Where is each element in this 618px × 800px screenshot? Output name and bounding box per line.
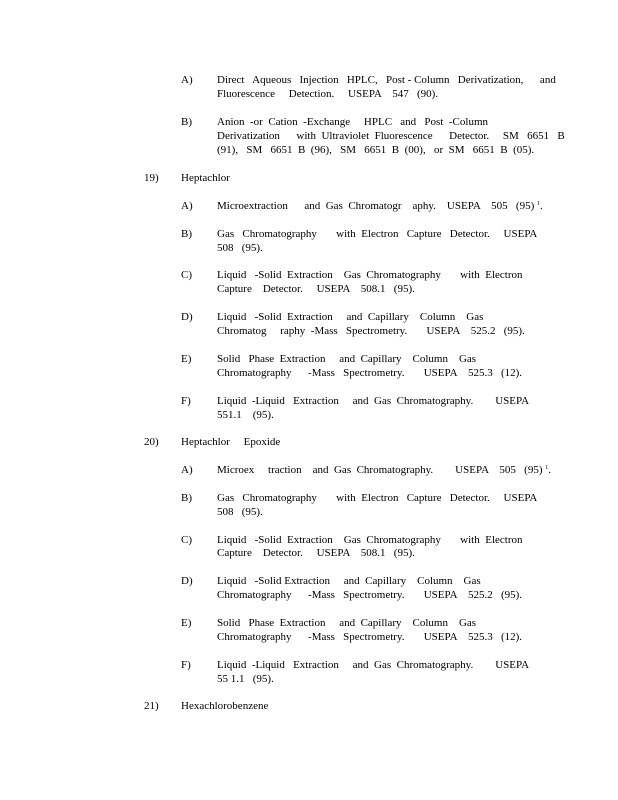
item-label: B) [181, 492, 192, 504]
item-text: Microextraction and Gas Chromatogr aphy. USEPA 505 (95) $^1$. [217, 200, 543, 212]
item-text: 55 1.1 (95). [217, 673, 274, 685]
item-text: Derivatization with Ultraviolet Fluorescence Detector. SM 6651 B [217, 130, 565, 142]
item-text: Liquid -Solid Extraction and Capillary Column Gas [217, 311, 484, 323]
item-label: A) [181, 200, 193, 212]
item-text: Fluorescence Detection. USEPA 547 (90). [217, 88, 439, 100]
item-label: D) [181, 575, 193, 587]
item-text: 508 (95). [217, 506, 263, 518]
item-text: Liquid -Solid Extraction Gas Chromatography with Electron [217, 534, 523, 546]
item-text: Chromatography -Mass Spectrometry. USEPA 525.2 (95). [217, 589, 523, 601]
item-text: Chromatography -Mass Spectrometry. USEPA 525.3 (12). [217, 631, 523, 643]
item-label: B) [181, 116, 192, 128]
section-number: 21) [144, 700, 159, 712]
item-label: F) [181, 659, 191, 671]
item-text: Chromatography -Mass Spectrometry. USEPA 525.3 (12). [217, 367, 523, 379]
item-label: B) [181, 228, 192, 240]
item-label: C) [181, 534, 192, 546]
item-text: Liquid -Solid Extraction and Capillary Column Gas [217, 575, 481, 587]
item-label: C) [181, 269, 192, 281]
item-label: F) [181, 395, 191, 407]
item-text: (91), SM 6651 B (96), SM 6651 B (00), or SM 6651 B (05). [217, 144, 535, 156]
item-label: A) [181, 74, 193, 86]
item-label: E) [181, 617, 192, 629]
item-text: Gas Chromatography with Electron Capture Detector. USEPA [217, 492, 538, 504]
item-text: Gas Chromatography with Electron Capture Detector. USEPA [217, 228, 538, 240]
item-text: Solid Phase Extraction and Capillary Column Gas [217, 353, 477, 365]
item-text: Direct Aqueous Injection HPLC, Post - Column Derivatization, and [217, 74, 556, 86]
section-title: Hexachlorobenzene [181, 700, 269, 712]
section-title: Heptachlor [181, 172, 230, 184]
item-text: Capture Detector. USEPA 508.1 (95). [217, 283, 415, 295]
item-text: 551.1 (95). [217, 409, 274, 421]
item-text: Capture Detector. USEPA 508.1 (95). [217, 547, 415, 559]
item-text: 508 (95). [217, 242, 263, 254]
item-label: D) [181, 311, 193, 323]
footnote-ref: 1 [536, 201, 540, 207]
footnote-ref: 1 [545, 465, 549, 471]
section-number: 20) [144, 436, 159, 448]
section-number: 19) [144, 172, 159, 184]
section-title: Heptachlor Epoxide [181, 436, 281, 448]
item-text: Solid Phase Extraction and Capillary Column Gas [217, 617, 477, 629]
item-text: Liquid -Solid Extraction Gas Chromatography with Electron [217, 269, 523, 281]
item-text: Anion -or Cation -Exchange HPLC and Post -Column [217, 116, 489, 128]
item-text: Chromatog raphy -Mass Spectrometry. USEPA 525.2 (95). [217, 325, 525, 337]
item-text: Liquid -Liquid Extraction and Gas Chromatography. USEPA [217, 659, 530, 671]
item-label: A) [181, 464, 193, 476]
item-text: Microex traction and Gas Chromatography. USEPA 505 (95) $^1$. [217, 464, 551, 476]
item-label: E) [181, 353, 192, 365]
item-text: Liquid -Liquid Extraction and Gas Chromatography. USEPA [217, 395, 530, 407]
